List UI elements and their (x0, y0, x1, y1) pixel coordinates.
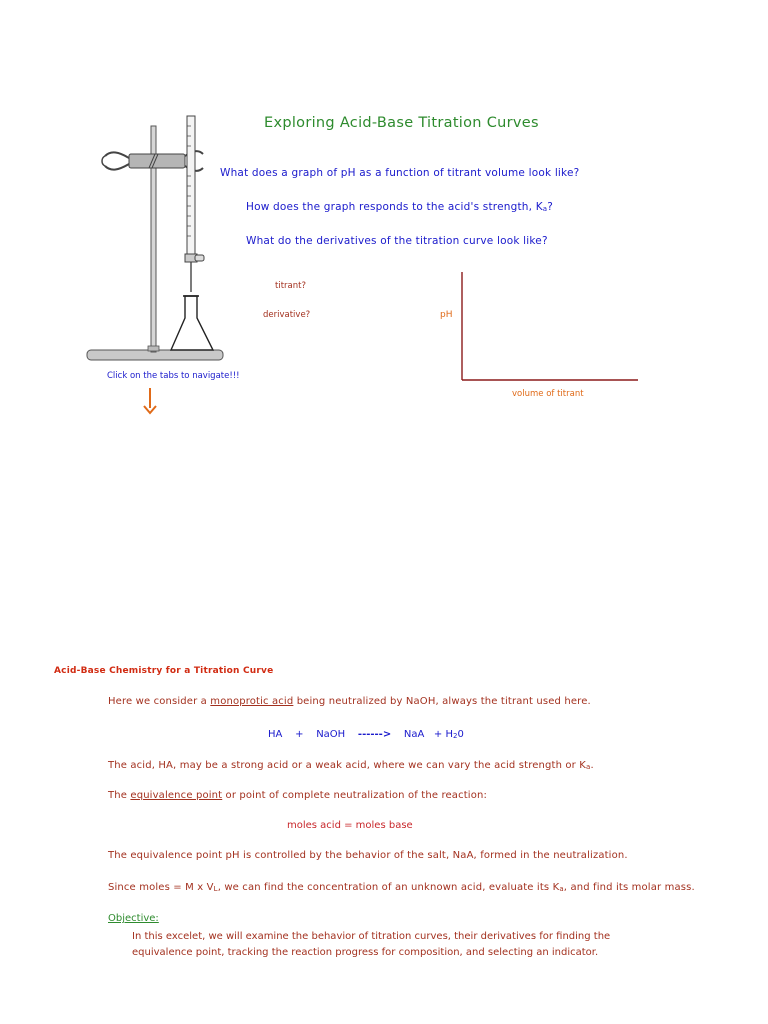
ka-subscript: a (542, 205, 548, 213)
since-mid: , we can find the concentration of an unknown acid, evaluate its K (217, 882, 560, 893)
volume-axis-label: volume of titrant (512, 389, 584, 399)
question-acid-strength (246, 201, 553, 213)
since-before: Since moles = M x V (108, 882, 214, 893)
eq-plus: + (295, 729, 304, 740)
acid-text: The acid, HA, may be a strong acid or a weak acid, where we can vary the acid strength or K (108, 760, 586, 771)
acid-text-end: . (590, 760, 594, 771)
objective-text: In this excelet, we will examine the behavior of titration curves, their derivatives for finding the equivalence point, tracking the reaction progress for composition, and selecting an indicator. (132, 931, 611, 958)
objective-label: Objective: (108, 913, 159, 924)
eqp-after: or point of complete neutralization of the reaction: (222, 790, 487, 801)
derivative-label: derivative? (263, 310, 311, 320)
ka-subscript-2: a (585, 763, 591, 771)
ph-axis-label: pH (440, 310, 453, 320)
neutralization-equation (268, 729, 464, 740)
ka-subscript-3: a (559, 885, 564, 893)
page-title: Exploring Acid-Base Titration Curves (264, 115, 539, 131)
eq-naa: NaA (403, 729, 425, 740)
question-mark: ? (547, 201, 554, 213)
empty-graph-axes (456, 270, 642, 384)
intro-text-before: Here we consider a (108, 696, 211, 707)
titrant-label: titrant? (275, 281, 306, 291)
equivalence-paragraph (108, 790, 487, 801)
acid-strength-paragraph (108, 760, 594, 771)
eq-water-sub: 2 (453, 732, 458, 740)
equivalence-ph-paragraph: The equivalence point pH is controlled by the behavior of the salt, NaA, formed in the neutralization. (108, 850, 628, 861)
eq-water: + H (433, 729, 453, 740)
intro-text-after: being neutralized by NaOH, always the titrant used here. (293, 696, 591, 707)
eq-arrow: ------> (357, 729, 392, 740)
eq-ha: HA (268, 729, 283, 740)
question-derivatives: What do the derivatives of the titration curve look like? (246, 235, 548, 247)
monoprotic-acid-link[interactable]: monoprotic acid (210, 696, 294, 707)
question-acid-strength-text: How does the graph responds to the acid's strength, K (246, 201, 543, 213)
eq-naoh: NaOH (316, 729, 346, 740)
navigate-hint: Click on the tabs to navigate!!! (107, 371, 240, 381)
eq-water-end: 0 (457, 729, 464, 740)
question-ph-graph: What does a graph of pH as a function of titrant volume look like? (220, 167, 580, 179)
volume-subscript: L (213, 885, 218, 893)
moles-equation: moles acid = moles base (287, 820, 413, 831)
arrow-down-icon (141, 386, 159, 416)
moles-paragraph (108, 882, 695, 893)
intro-paragraph (108, 696, 591, 707)
titration-apparatus-icon (85, 114, 225, 366)
since-after: , and find its molar mass. (563, 882, 695, 893)
eqp-before: The (108, 790, 131, 801)
equivalence-point-link[interactable]: equivalence point (130, 790, 223, 801)
section-title: Acid-Base Chemistry for a Titration Curve (54, 666, 274, 676)
